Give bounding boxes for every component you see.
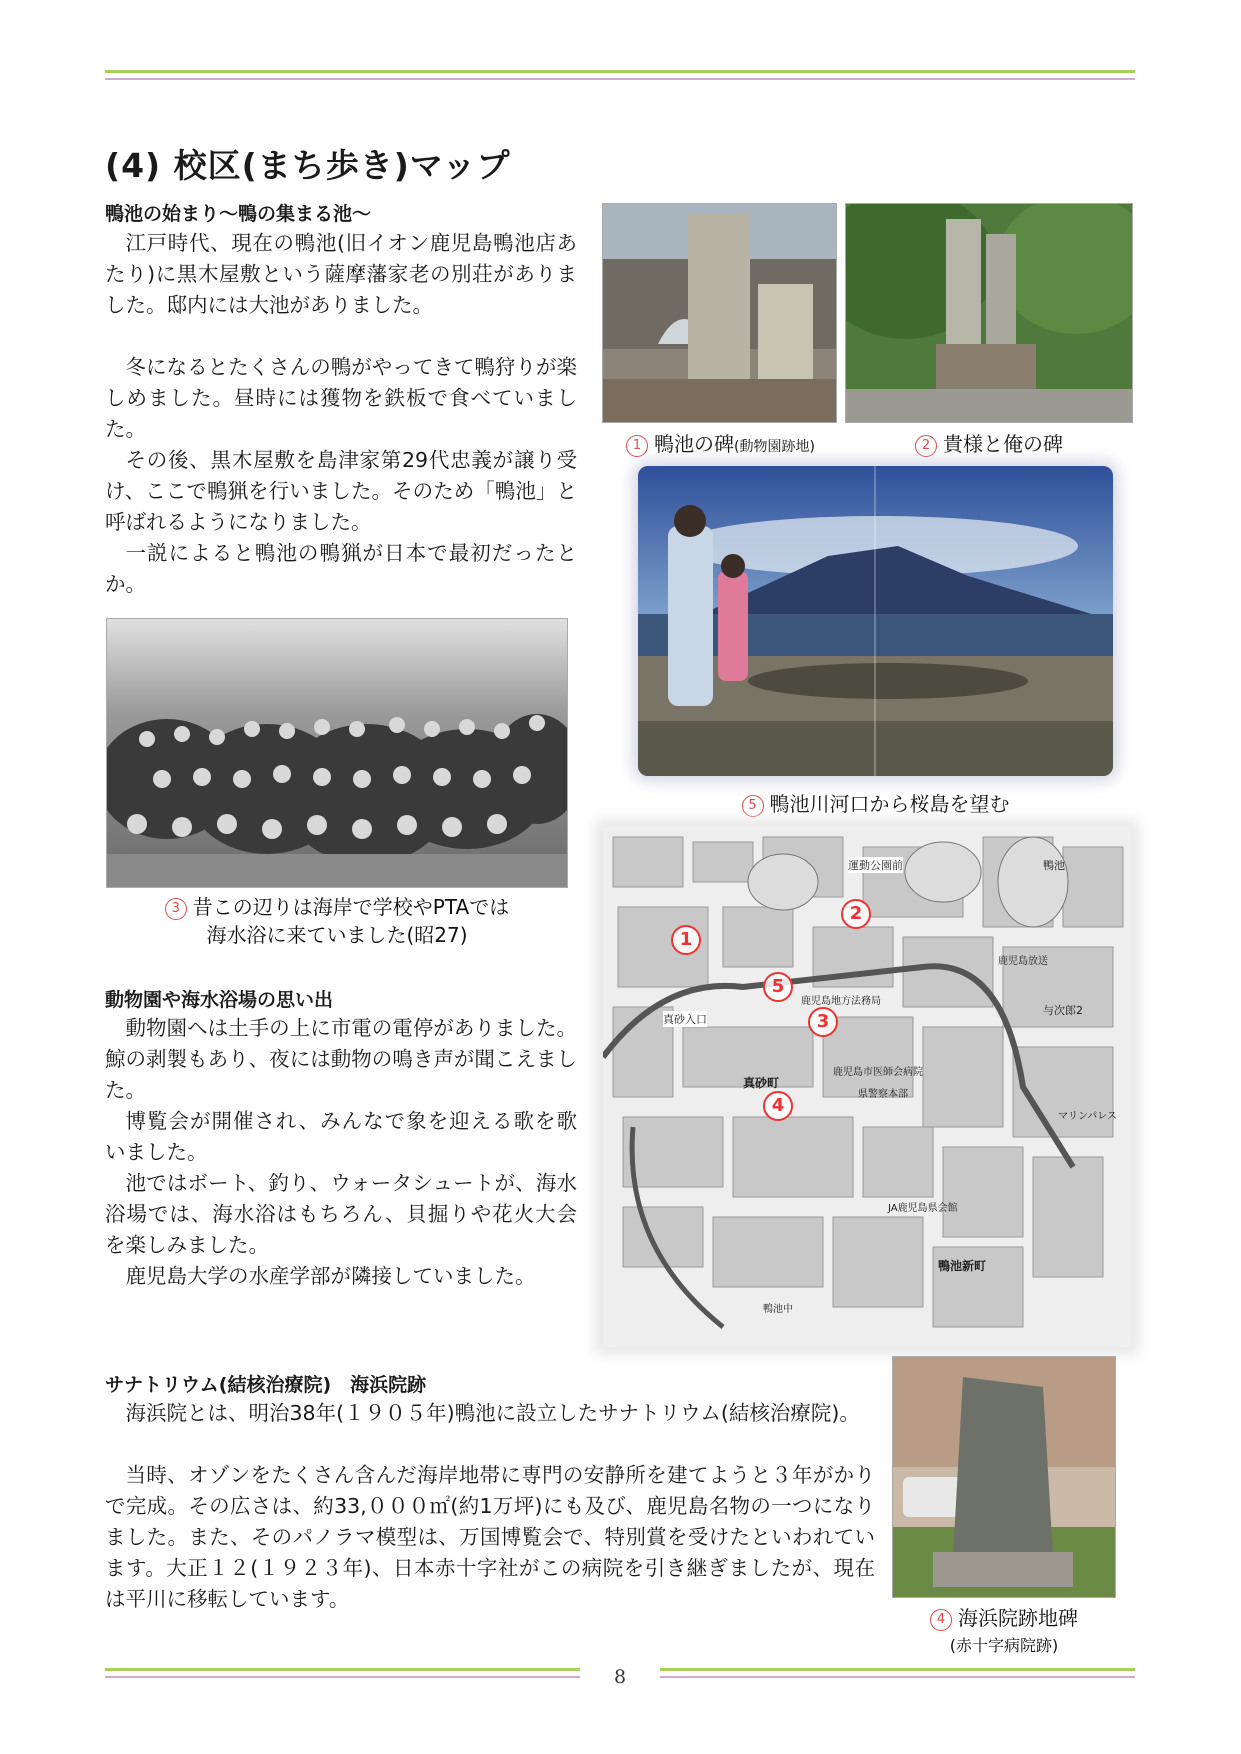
caption-1-number: 1 <box>626 435 648 457</box>
header-rule-green <box>105 70 1135 73</box>
map-label: 鹿児島地方法務局 <box>801 996 881 1007</box>
page-title: (4) 校区(まち歩き)マップ <box>105 146 511 185</box>
caption-4-text: 海浜院跡地碑 <box>958 1606 1078 1630</box>
photo-kamoike-monument-image <box>603 204 836 422</box>
map-label: 真砂入口 <box>663 1013 707 1026</box>
group-photo <box>107 619 567 887</box>
group-photo-image <box>107 619 567 887</box>
section1-paragraph: 冬になるとたくさんの鴨がやってきて鴨狩りが楽しめました。昼時には獲物を鉄板で食べていました。 <box>105 355 577 441</box>
photo-kaihinin-monument-image <box>893 1357 1115 1597</box>
map-label: 真砂町 <box>743 1076 780 1090</box>
caption-3-number: 3 <box>165 898 187 920</box>
caption-5 <box>638 788 1113 817</box>
map-label: マリンパレス <box>1058 1111 1117 1122</box>
section1-heading: 鴨池の始まり～鴨の集まる池～ <box>105 203 372 225</box>
header-rule-pink <box>105 78 1135 80</box>
footer-rule-pink-right <box>660 1676 1135 1678</box>
map-label: 鹿児島市医師会病院 <box>833 1067 923 1078</box>
footer-rule-green-right <box>660 1668 1135 1671</box>
map-marker-3: 3 <box>808 1007 838 1037</box>
section3-heading: サナトリウム(結核治療院) 海浜院跡 <box>105 1374 427 1396</box>
page-number: 8 <box>613 1666 627 1688</box>
map-label: 鴨池新町 <box>938 1259 987 1273</box>
caption-2 <box>846 428 1132 457</box>
caption-1-text: 鴨池の碑 <box>654 432 735 456</box>
section2-heading: 動物園や海水浴場の思い出 <box>105 989 334 1011</box>
caption-3 <box>107 893 567 949</box>
map-marker-1: 1 <box>671 925 701 955</box>
caption-5-number: 5 <box>742 795 764 817</box>
photo-kamoike-monument <box>603 204 836 422</box>
section2-paragraph: 鹿児島大学の水産学部が隣接していました。 <box>125 1264 536 1288</box>
section3-paragraph: 海浜院とは、明治38年(１９０５年)鴨池に設立したサナトリウム(結核治療院)。 <box>125 1401 860 1425</box>
caption-4-number: 4 <box>930 1609 952 1631</box>
map-label: 鹿児島放送 <box>998 956 1048 967</box>
caption-2-number: 2 <box>915 435 937 457</box>
section1-paragraph: 江戸時代、現在の鴨池(旧イオン鹿児島鴨池店あたり)に黒木屋敷という薩摩藩家老の別荘がありました。邸内には大池がありました。 <box>105 231 577 317</box>
photo-kisama-monument <box>846 204 1132 422</box>
district-map <box>603 827 1131 1347</box>
caption-1-note: (動物園跡地) <box>734 439 815 455</box>
footer-rule-pink-left <box>105 1676 580 1678</box>
caption-4 <box>893 1605 1115 1659</box>
map-label: JA鹿児島県会館 <box>888 1203 958 1214</box>
map-marker-5: 5 <box>763 972 793 1002</box>
caption-3-line2: 海水浴に来ていました(昭27) <box>206 923 468 947</box>
section3-paragraph: 当時、オゾンをたくさん含んだ海岸地帯に専門の安静所を建てようと３年がかりで完成。その広さは、約33,０００㎡(約1万坪)にも及び、鹿児島名物の一つになりました。また、そのパノラマ模型は、万国博覧会で、特別賞を受けたといわれています。大正１２(１９２３年)、日本赤十字社がこの病院を引き継ぎましたが、現在は平川に移転しています。 <box>105 1463 875 1611</box>
photo-kaihinin-monument <box>893 1357 1115 1597</box>
caption-3-line1: 昔この辺りは海岸で学校やPTAでは <box>192 895 510 919</box>
photo-sakurajima <box>638 466 1113 776</box>
footer-rule-green-left <box>105 1668 580 1671</box>
caption-5-text: 鴨池川河口から桜島を望む <box>769 792 1010 816</box>
caption-1 <box>598 428 843 457</box>
map-marker-4: 4 <box>763 1091 793 1121</box>
section2-paragraph: 博覧会が開催され、みんなで象を迎える歌を歌いました。 <box>105 1109 577 1164</box>
map-label: 運動公園前 <box>848 859 903 872</box>
caption-2-text: 貴様と俺の碑 <box>943 432 1063 456</box>
photo-kisama-monument-image <box>846 204 1132 422</box>
photo-sakurajima-image <box>638 466 1113 776</box>
map-marker-2: 2 <box>841 899 871 929</box>
section1-paragraph: 一説によると鴨池の鴨猟が日本で最初だったとか。 <box>105 541 577 596</box>
map-label: 鴨池中 <box>763 1304 793 1315</box>
section2-paragraph: 池ではボート、釣り、ウォータシュートが、海水浴場では、海水浴はもちろん、貝掘りや花火大会を楽しみました。 <box>105 1171 577 1257</box>
map-label: 鴨池 <box>1043 859 1065 872</box>
section2-paragraph: 動物園へは土手の上に市電の電停がありました。鯨の剥製もあり、夜には動物の鳴き声が聞こえました。 <box>105 1016 577 1102</box>
section1-paragraph: その後、黒木屋敷を島津家第29代忠義が譲り受け、ここで鴨猟を行いました。そのため「鴨池」と呼ばれるようになりました。 <box>105 448 577 534</box>
map-label: 与次郎2 <box>1043 1004 1083 1017</box>
caption-4-subtext: (赤十字病院跡) <box>949 1636 1059 1655</box>
map-label: 県警察本部 <box>858 1089 908 1100</box>
